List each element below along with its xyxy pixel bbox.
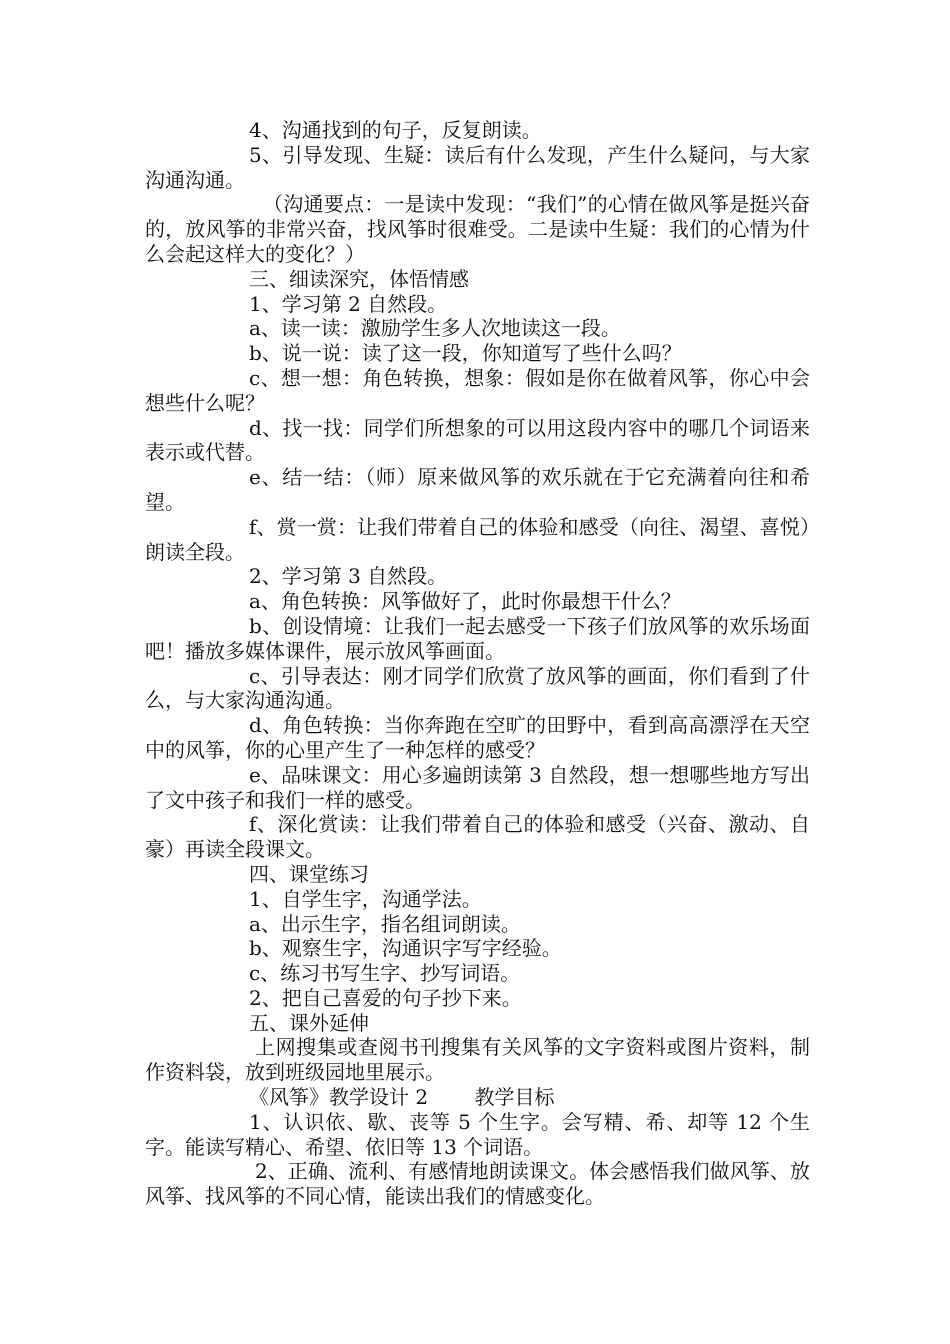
document-title-line: 《风筝》教学设计 2 教学目标 [249, 1085, 555, 1110]
paragraph: 5、引导发现、生疑：读后有什么发现，产生什么疑问，与大家沟通沟通。 [145, 142, 810, 192]
section-heading: 四、课堂练习 [249, 861, 369, 886]
paragraph: 1、学习第 2 自然段。 [249, 291, 448, 316]
document-body [145, 118, 810, 1209]
paragraph: 2、学习第 3 自然段。 [249, 564, 448, 589]
paragraph: a、读一读：激励学生多人次地读这一段。 [249, 316, 621, 341]
paragraph: 4、沟通找到的句子，反复朗读。 [249, 118, 542, 142]
paragraph: 1、认识依、歇、丧等 5 个生字。会写精、希、却等 12 个生字。能读写精心、希望、依旧等 13 个词语。 [145, 1109, 810, 1159]
section-heading: 三、细读深究，体悟情感 [249, 266, 469, 291]
paragraph: e、结一结：（师）原来做风筝的欢乐就在于它充满着向往和希望。 [145, 465, 810, 514]
paragraph: b、观察生字，沟通识字写字经验。 [249, 936, 562, 961]
paragraph: 1、自学生字，沟通学法。 [249, 886, 482, 911]
paragraph: d、角色转换：当你奔跑在空旷的田野中，看到高高漂浮在天空中的风筝，你的心里产生了一种怎样的感受？ [145, 713, 810, 762]
paragraph: 2、正确、流利、有感情地朗读课文。体会感悟我们做风筝、放风筝、找风筝的不同心情，能读出我们的情感变化。 [145, 1159, 810, 1209]
section-heading: 五、课外延伸 [249, 1010, 369, 1035]
paragraph: c、想一想：角色转换，想象：假如是你在做着风筝，你心中会想些什么呢？ [145, 365, 810, 415]
paragraph: 上网搜集或查阅书刊搜集有关风筝的文字资料或图片资料，制作资料袋，放到班级园地里展示。 [145, 1035, 810, 1085]
paragraph: a、出示生字，指名组词朗读。 [249, 911, 521, 936]
paragraph: c、引导表达：刚才同学们欣赏了放风筝的画面，你们看到了什么，与大家沟通沟通。 [145, 663, 810, 713]
paragraph: （沟通要点：一是读中发现：“我们”的心情在做风筝是挺兴奋的，放风筝的非常兴奋，找风筝时很难受。二是读中生疑：我们的心情为什么会起这样大的变化？） [145, 192, 810, 266]
paragraph: a、角色转换：风筝做好了，此时你最想干什么？ [249, 589, 681, 614]
paragraph: e、品味课文：用心多遍朗读第 3 自然段，想一想哪些地方写出了文中孩子和我们一样的感受。 [145, 762, 810, 812]
paragraph: d、找一找：同学们所想象的可以用这段内容中的哪几个词语来表示或代替。 [145, 415, 810, 465]
paragraph: b、创设情境：让我们一起去感受一下孩子们放风筝的欢乐场面吧！播放多媒体课件，展示放风筝画面。 [145, 613, 810, 663]
paragraph: 2、把自己喜爱的句子抄下来。 [249, 985, 522, 1010]
paragraph: c、练习书写生字、抄写词语。 [249, 961, 521, 986]
paragraph: f、赏一赏：让我们带着自己的体验和感受（向往、渴望、喜悦）朗读全段。 [145, 514, 810, 564]
paragraph: f、深化赏读：让我们带着自己的体验和感受（兴奋、激动、自豪）再读全段课文。 [145, 812, 810, 862]
paragraph: b、说一说：读了这一段，你知道写了些什么吗？ [249, 341, 682, 366]
